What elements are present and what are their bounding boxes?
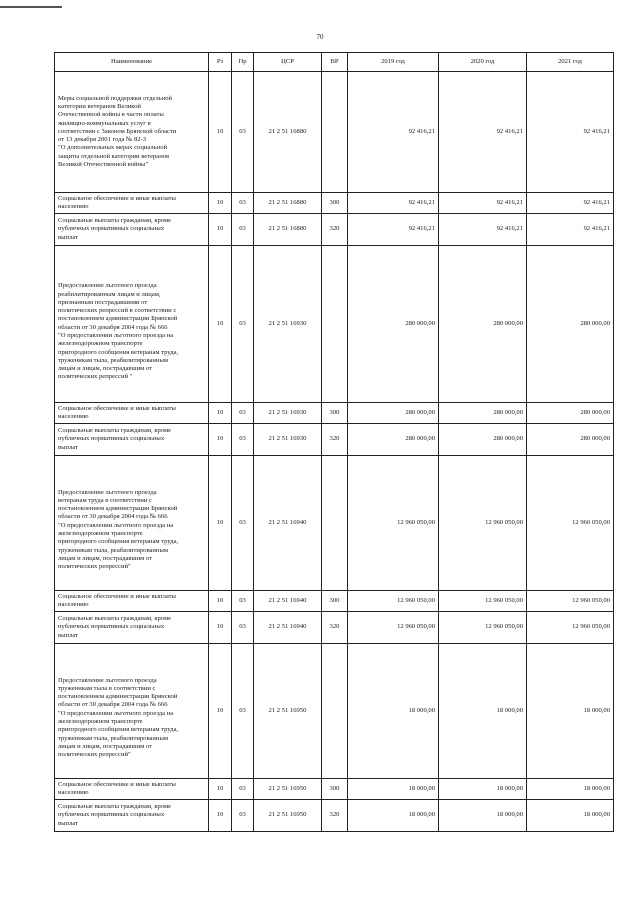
page-number: 70 bbox=[316, 33, 324, 41]
table-row bbox=[55, 779, 614, 800]
row-name: Социальные выплаты гражданам, кроме публичных нормативных социальных выплат bbox=[55, 424, 209, 456]
budget-table bbox=[54, 52, 614, 832]
header-vr: ВР bbox=[322, 53, 348, 72]
row-rz: 10 bbox=[209, 403, 232, 424]
row-name: Социальное обеспечение и иные выплаты населению bbox=[55, 193, 209, 214]
row-rz: 10 bbox=[209, 246, 232, 403]
row-csr: 21 2 51 16880 bbox=[254, 72, 322, 193]
row-rz: 10 bbox=[209, 644, 232, 779]
row-2019: 18 000,00 bbox=[348, 800, 439, 832]
row-2020: 92 416,21 bbox=[439, 72, 527, 193]
header-2019: 2019 год bbox=[348, 53, 439, 72]
row-2019: 92 416,21 bbox=[348, 72, 439, 193]
table-row bbox=[55, 591, 614, 612]
row-2019: 280 000,00 bbox=[348, 246, 439, 403]
table-body bbox=[55, 72, 614, 832]
row-csr: 21 2 51 16930 bbox=[254, 424, 322, 456]
row-name: Предоставление льготного проезда реабилитированным лицам и лицам, признанным пострадавшими от политических репрессий в соответствии с постановлением администрации Брянской области от 30 декабря 2004 года № 666 "О предоставлении льготного проезда на железнодорожном транспорте пригородного сообщения ветеранам труда, труженикам тыла, реабилитированным лицам и лицам, пострадавшим от политических репрессий " bbox=[55, 246, 209, 403]
row-2020: 280 000,00 bbox=[439, 424, 527, 456]
row-2020: 18 000,00 bbox=[439, 644, 527, 779]
row-2021: 92 416,21 bbox=[527, 193, 614, 214]
row-csr: 21 2 51 16950 bbox=[254, 644, 322, 779]
row-2021: 92 416,21 bbox=[527, 214, 614, 246]
row-2021: 18 000,00 bbox=[527, 800, 614, 832]
row-2021: 280 000,00 bbox=[527, 246, 614, 403]
row-pr: 03 bbox=[232, 612, 254, 644]
row-pr: 03 bbox=[232, 800, 254, 832]
row-name: Предоставление льготного проезда труженикам тыла в соответствии с постановлением администрации Брянской области от 30 декабря 2004 года № 666 "О предоставлении льготного проезда на железнодорожном транспорте пригородного сообщения ветеранам труда, труженикам тыла, реабилитированным лицам и лицам, пострадавшим от политических репрессий" bbox=[55, 644, 209, 779]
row-rz: 10 bbox=[209, 800, 232, 832]
row-vr: 320 bbox=[322, 800, 348, 832]
row-pr: 03 bbox=[232, 214, 254, 246]
row-name: Социальное обеспечение и иные выплаты населению bbox=[55, 779, 209, 800]
row-2020: 12 960 050,00 bbox=[439, 591, 527, 612]
table-row bbox=[55, 193, 614, 214]
row-name: Социальные выплаты гражданам, кроме публичных нормативных социальных выплат bbox=[55, 800, 209, 832]
row-vr bbox=[322, 456, 348, 591]
row-2019: 18 000,00 bbox=[348, 644, 439, 779]
row-pr: 03 bbox=[232, 72, 254, 193]
table-row bbox=[55, 214, 614, 246]
table-row bbox=[55, 424, 614, 456]
row-2019: 280 000,00 bbox=[348, 424, 439, 456]
row-vr: 300 bbox=[322, 193, 348, 214]
row-2019: 12 960 050,00 bbox=[348, 612, 439, 644]
table-row bbox=[55, 403, 614, 424]
row-pr: 03 bbox=[232, 644, 254, 779]
table-row bbox=[55, 644, 614, 779]
row-2021: 12 960 050,00 bbox=[527, 456, 614, 591]
row-2021: 18 000,00 bbox=[527, 779, 614, 800]
row-csr: 21 2 51 16930 bbox=[254, 403, 322, 424]
row-csr: 21 2 51 16880 bbox=[254, 214, 322, 246]
table-header-row bbox=[55, 53, 614, 72]
row-vr: 300 bbox=[322, 591, 348, 612]
top-scan-mark bbox=[0, 6, 62, 8]
row-pr: 03 bbox=[232, 456, 254, 591]
row-csr: 21 2 51 16930 bbox=[254, 246, 322, 403]
row-2019: 280 000,00 bbox=[348, 403, 439, 424]
row-2021: 280 000,00 bbox=[527, 424, 614, 456]
row-rz: 10 bbox=[209, 72, 232, 193]
row-csr: 21 2 51 16950 bbox=[254, 779, 322, 800]
row-2021: 12 960 050,00 bbox=[527, 591, 614, 612]
row-rz: 10 bbox=[209, 456, 232, 591]
row-2021: 92 416,21 bbox=[527, 72, 614, 193]
row-vr: 320 bbox=[322, 424, 348, 456]
row-pr: 03 bbox=[232, 779, 254, 800]
row-pr: 03 bbox=[232, 424, 254, 456]
table-row bbox=[55, 456, 614, 591]
row-name: Предоставление льготного проезда ветеранам труда в соответствии с постановлением администрации Брянской области от 30 декабря 2004 года № 666 "О предоставлении льготного проезда на железнодорожном транспорте пригородного сообщения ветеранам труда, труженикам тыла, реабилитированным лицам и лицам, пострадавшим от политических репрессий" bbox=[55, 456, 209, 591]
row-pr: 03 bbox=[232, 403, 254, 424]
row-csr: 21 2 51 16940 bbox=[254, 456, 322, 591]
row-2020: 280 000,00 bbox=[439, 403, 527, 424]
row-csr: 21 2 51 16940 bbox=[254, 612, 322, 644]
header-name: Наименование bbox=[55, 53, 209, 72]
row-csr: 21 2 51 16940 bbox=[254, 591, 322, 612]
table-row bbox=[55, 72, 614, 193]
header-2020: 2020 год bbox=[439, 53, 527, 72]
row-2021: 280 000,00 bbox=[527, 403, 614, 424]
header-2021: 2021 год bbox=[527, 53, 614, 72]
row-pr: 03 bbox=[232, 246, 254, 403]
row-2020: 280 000,00 bbox=[439, 246, 527, 403]
row-csr: 21 2 51 16950 bbox=[254, 800, 322, 832]
table-row bbox=[55, 612, 614, 644]
row-vr bbox=[322, 644, 348, 779]
row-rz: 10 bbox=[209, 424, 232, 456]
row-pr: 03 bbox=[232, 193, 254, 214]
row-vr: 300 bbox=[322, 403, 348, 424]
row-2019: 92 416,21 bbox=[348, 214, 439, 246]
row-2020: 18 000,00 bbox=[439, 779, 527, 800]
row-2020: 92 416,21 bbox=[439, 193, 527, 214]
row-name: Меры социальной поддержки отдельной категории ветеранов Великой Отечественной войны в части оплаты жилищно-коммунальных услуг в соответствии с Законом Брянской области от 13 декабря 2001 года № 82-З "О дополнительных мерах социальной защиты отдельной категории ветеранов Великой Отечественной войны" bbox=[55, 72, 209, 193]
row-2019: 92 416,21 bbox=[348, 193, 439, 214]
row-pr: 03 bbox=[232, 591, 254, 612]
row-rz: 10 bbox=[209, 612, 232, 644]
row-rz: 10 bbox=[209, 214, 232, 246]
row-name: Социальное обеспечение и иные выплаты населению bbox=[55, 591, 209, 612]
row-2021: 18 000,00 bbox=[527, 644, 614, 779]
row-vr: 300 bbox=[322, 779, 348, 800]
header-csr: ЦСР bbox=[254, 53, 322, 72]
row-2020: 92 416,21 bbox=[439, 214, 527, 246]
row-2021: 12 960 050,00 bbox=[527, 612, 614, 644]
table-row bbox=[55, 246, 614, 403]
row-csr: 21 2 51 16880 bbox=[254, 193, 322, 214]
header-pr: Пр bbox=[232, 53, 254, 72]
header-rz: Рз bbox=[209, 53, 232, 72]
row-2020: 12 960 050,00 bbox=[439, 456, 527, 591]
table-row bbox=[55, 800, 614, 832]
row-2019: 12 960 050,00 bbox=[348, 591, 439, 612]
row-vr: 320 bbox=[322, 214, 348, 246]
row-rz: 10 bbox=[209, 193, 232, 214]
row-2019: 12 960 050,00 bbox=[348, 456, 439, 591]
row-name: Социальные выплаты гражданам, кроме публичных нормативных социальных выплат bbox=[55, 612, 209, 644]
row-name: Социальное обеспечение и иные выплаты населению bbox=[55, 403, 209, 424]
row-vr bbox=[322, 246, 348, 403]
row-2019: 18 000,00 bbox=[348, 779, 439, 800]
row-rz: 10 bbox=[209, 779, 232, 800]
row-vr bbox=[322, 72, 348, 193]
row-vr: 320 bbox=[322, 612, 348, 644]
row-2020: 18 000,00 bbox=[439, 800, 527, 832]
row-rz: 10 bbox=[209, 591, 232, 612]
row-2020: 12 960 050,00 bbox=[439, 612, 527, 644]
row-name: Социальные выплаты гражданам, кроме публичных нормативных социальных выплат bbox=[55, 214, 209, 246]
